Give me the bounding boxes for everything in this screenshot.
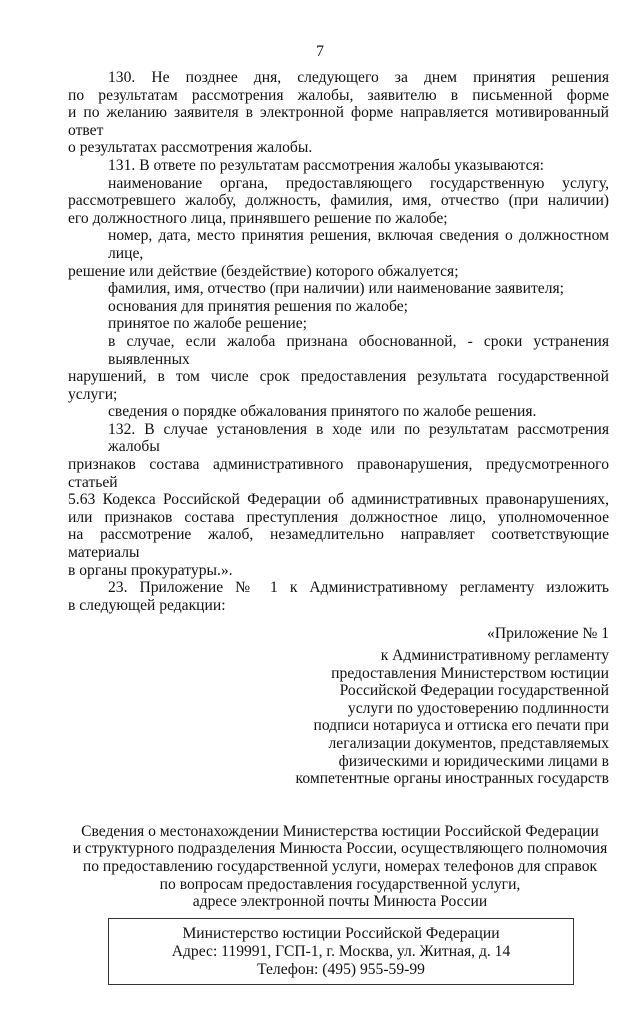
appendix-line: легализации документов, представляемых	[328, 734, 609, 752]
body-line: решение или действие (бездействие) которого обжалуется;	[68, 262, 459, 280]
section-heading	[50, 823, 630, 911]
body-line: 132. В случае установления в ходе или по результатам рассмотрения жалобы	[108, 420, 609, 456]
appendix-title: «Приложение № 1	[487, 625, 609, 643]
appendix-line: услуги по удостоверению подлинности	[347, 699, 609, 717]
heading-line: адресе электронной почты Минюста России	[192, 893, 488, 911]
body-line: в органы прокуратуры.».	[68, 561, 233, 579]
heading-line: и структурного подразделения Минюста России, осуществляющего полномочия	[72, 840, 608, 858]
body-line: нарушений, в том числе срок предоставления результата государственной услуги;	[68, 368, 609, 403]
ministry-info-box	[108, 918, 574, 985]
appendix-header	[68, 625, 609, 787]
appendix-line: подписи нотариуса и оттиска его печати при	[313, 717, 609, 735]
body-line: по результатам рассмотрения жалобы, заявителю в письменной форме	[68, 86, 609, 104]
body-line: 23. Приложение № 1 к Административному регламенту изложить	[108, 579, 609, 597]
ministry-address: Адрес: 119991, ГСП-1, г. Москва, ул. Житная, д. 14	[171, 942, 511, 960]
appendix-line: к Административному регламенту	[380, 647, 609, 664]
appendix-line: физическими и юридическими лицами в	[338, 752, 609, 770]
body-line: 130. Не позднее дня, следующего за днем принятия решения	[108, 69, 609, 86]
body-line: в случае, если жалоба признана обоснованной, - сроки устранения выявленных	[108, 332, 609, 368]
heading-line: по предоставлению государственной услуги, номерах телефонов для справок	[82, 857, 598, 875]
body-line: признаков состава административного правонарушения, предусмотренного статьей	[68, 456, 609, 491]
body-line: в следующей редакции:	[68, 596, 226, 614]
body-line: его должностного лица, принявшего решение по жалобе;	[68, 209, 448, 227]
ministry-name: Министерство юстиции Российской Федерации	[182, 924, 500, 942]
appendix-line: предоставления Министерством юстиции	[331, 664, 609, 682]
body-line: или признаков состава преступления должностное лицо, уполномоченное	[68, 508, 609, 526]
body-line: 131. В ответе по результатам рассмотрения жалобы указываются:	[108, 156, 544, 174]
body-line: на рассмотрение жалоб, незамедлительно направляет соответствующие материалы	[68, 526, 609, 562]
body-line: и по желанию заявителя в электронной форме направляется мотивированный ответ	[68, 104, 609, 139]
document-body	[68, 69, 609, 614]
body-line: сведения о порядке обжалования принятого по жалобе решения.	[108, 403, 537, 421]
body-line: фамилия, имя, отчество (при наличии) или наименование заявителя;	[108, 280, 564, 298]
body-line: принятое по жалобе решение;	[108, 315, 308, 333]
ministry-phone: Телефон: (495) 955-59-99	[257, 960, 425, 978]
body-line: 5.63 Кодекса Российской Федерации об административных правонарушениях,	[68, 491, 609, 509]
body-line: рассмотревшего жалобу, должность, фамилия, имя, отчество (при наличии)	[68, 192, 609, 210]
body-line: о результатах рассмотрения жалобы.	[68, 139, 313, 157]
heading-line: по вопросам предоставления государственной услуги,	[159, 875, 521, 893]
appendix-line: Российской Федерации государственной	[339, 682, 609, 700]
appendix-line: компетентные органы иностранных государств	[295, 770, 609, 788]
body-line: наименование органа, предоставляющего государственную услугу,	[108, 174, 609, 192]
body-line: номер, дата, место принятия решения, включая сведения о должностном лице,	[108, 227, 609, 262]
body-line: основания для принятия решения по жалобе;	[108, 297, 408, 315]
page-number: 7	[316, 43, 324, 60]
heading-line: Сведения о местонахождении Министерства юстиции Российской Федерации	[81, 822, 599, 840]
